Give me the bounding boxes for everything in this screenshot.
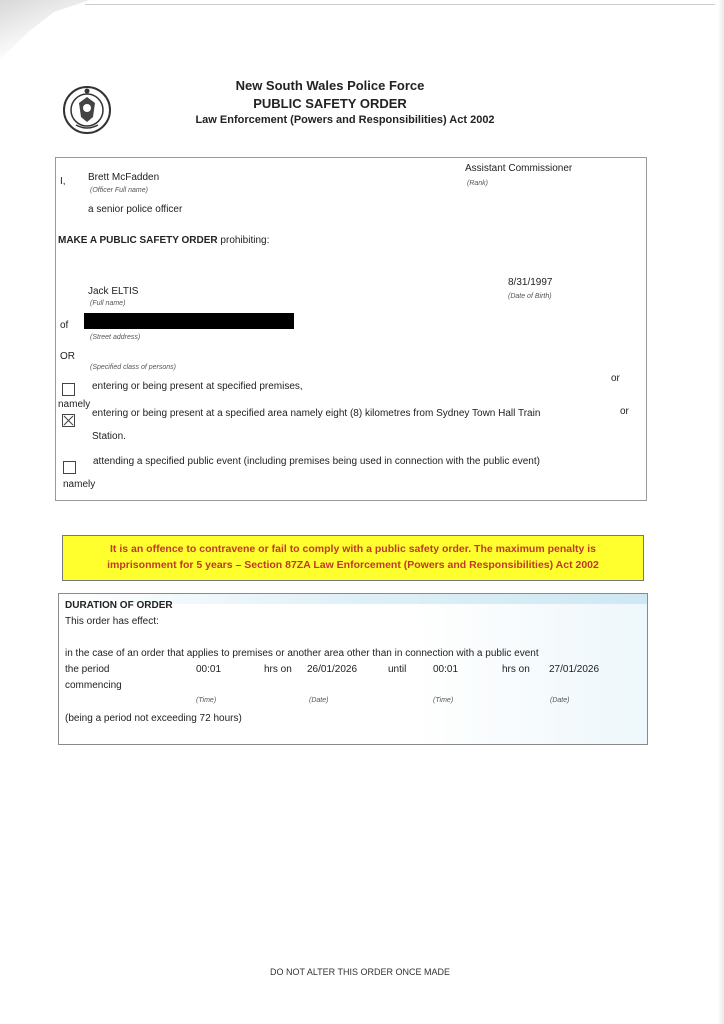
- end-time: 00:01: [433, 664, 459, 675]
- area-checkbox[interactable]: [62, 414, 75, 427]
- end-date: 27/01/2026: [549, 664, 600, 675]
- namely-label-1: namely: [58, 399, 91, 410]
- police-crest-icon: [62, 85, 112, 135]
- warning-line-1: It is an offence to contravene or fail to comply with a public safety order. The maximum penalty is: [109, 543, 597, 555]
- start-time-caption: (Time): [196, 697, 217, 704]
- hrs-on-2: hrs on: [502, 664, 530, 675]
- officer-name: Brett McFadden: [88, 172, 160, 183]
- duration-effect: This order has effect:: [65, 616, 159, 627]
- duration-limit: (being a period not exceeding 72 hours): [65, 713, 242, 724]
- officer-role: a senior police officer: [88, 204, 183, 215]
- page-right-shadow: [718, 0, 724, 1024]
- end-date-caption: (Date): [550, 697, 570, 704]
- commencing-label: commencing: [65, 680, 122, 691]
- subject-dob-caption: (Date of Birth): [508, 293, 552, 300]
- or-label: OR: [60, 351, 75, 362]
- until-label: until: [388, 664, 407, 675]
- premises-option-label: entering or being present at specified premises,: [92, 381, 303, 392]
- area-option-label: entering or being present at a specified area namely eight (8) kilometres from Sydney Town Hall Train: [92, 408, 541, 419]
- event-checkbox[interactable]: [63, 461, 76, 474]
- act-name: Law Enforcement (Powers and Responsibilities) Act 2002: [195, 114, 495, 126]
- subject-name-caption: (Full name): [90, 300, 126, 307]
- officer-prefix: I,: [60, 176, 66, 187]
- start-date-caption: (Date): [309, 697, 329, 704]
- duration-case-text: in the case of an order that applies to premises or another area other than in connection with a public event: [65, 648, 539, 659]
- footer-notice: DO NOT ALTER THIS ORDER ONCE MADE: [269, 967, 451, 977]
- namely-label-2: namely: [63, 479, 96, 490]
- subject-name: Jack ELTIS: [88, 286, 139, 297]
- order-intro: [58, 235, 269, 246]
- event-option-label: attending a specified public event (including premises being used in connection with the public event): [93, 456, 540, 467]
- hrs-on-1: hrs on: [264, 664, 292, 675]
- class-caption: (Specified class of persons): [90, 364, 176, 371]
- area-option-label-cont: Station.: [92, 431, 126, 442]
- address-caption: (Street address): [90, 334, 141, 341]
- start-date: 26/01/2026: [307, 664, 358, 675]
- page-top-edge: [85, 4, 715, 5]
- warning-line-2: imprisonment for 5 years – Section 87ZA Law Enforcement (Powers and Responsibilities) Act 2002: [107, 559, 599, 571]
- torn-corner: [0, 0, 90, 60]
- document-title: PUBLIC SAFETY ORDER: [253, 96, 407, 111]
- officer-name-caption: (Officer Full name): [90, 187, 148, 194]
- subject-dob: 8/31/1997: [508, 277, 553, 288]
- officer-rank: Assistant Commissioner: [465, 163, 573, 174]
- redacted-address: [84, 313, 294, 329]
- of-label: of: [60, 320, 69, 331]
- premises-checkbox[interactable]: [62, 383, 75, 396]
- penalty-warning-banner: [62, 535, 644, 581]
- duration-heading: DURATION OF ORDER: [65, 600, 173, 611]
- org-name: New South Wales Police Force: [235, 78, 425, 93]
- order-intro-rest: prohibiting:: [220, 235, 270, 246]
- period-label: the period: [65, 664, 110, 675]
- officer-rank-caption: (Rank): [467, 180, 489, 187]
- start-time: 00:01: [196, 664, 222, 675]
- end-time-caption: (Time): [433, 697, 454, 704]
- order-intro-bold: MAKE A PUBLIC SAFETY ORDER: [58, 235, 218, 246]
- area-or-label: or: [620, 406, 629, 417]
- premises-or-label: or: [611, 373, 620, 384]
